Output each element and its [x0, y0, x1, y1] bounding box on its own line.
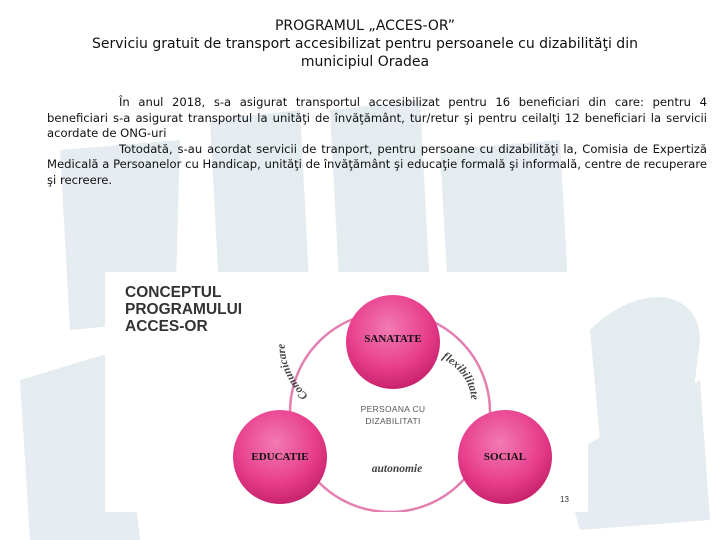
subtitle-line-2: municipiul Oradea: [300, 54, 430, 70]
paragraph-services: Totodată, s-au acordat servicii de tranport, pentru persoane cu dizabilităţi la, Comisia de Expertiză Medicală a Persoanelor cu Handicap, unităţi de învăţământ şi educaţie formală şi informală, centre de recuperare şi recreere.: [47, 141, 707, 187]
node-education-label: EDUCATIE: [251, 451, 309, 463]
body-text: [47, 95, 707, 188]
center-label-line-2: DIZABILITATI: [365, 416, 421, 426]
title-block: [40, 17, 690, 71]
node-health-label: SANATATE: [364, 333, 422, 345]
arc-label-autonomy: autonomie: [371, 463, 423, 475]
paragraph-beneficiaries: În anul 2018, s-a asigurat transportul accesibilizat pentru 16 beneficiari din care: pentru 4 beneficiari s-a asigurat transportul la unităţi de învăţământ, tur/retur şi pentru ceilalţi 12 beneficiari la servicii acordate de ONG-uri: [47, 95, 707, 140]
node-social-label: SOCIAL: [483, 451, 527, 463]
concept-title-line-1: CONCEPTUL: [125, 284, 222, 301]
program-title: PROGRAMUL „ACCES-OR”: [274, 18, 456, 34]
concept-title-line-3: ACCES-OR: [125, 318, 208, 335]
concept-title: [125, 284, 242, 335]
subtitle-line-1: Serviciu gratuit de transport accesibilizat pentru persoanele cu dizabilităţi din: [92, 36, 638, 52]
center-label-line-1: PERSOANA CU: [360, 404, 426, 414]
arc-label-flexibility: flexibilitate: [440, 350, 481, 401]
arc-label-communication: Comunicare: [275, 343, 311, 402]
concept-diagram: [105, 272, 588, 512]
page-number: 13: [560, 495, 569, 504]
concept-title-line-2: PROGRAMULUI: [125, 301, 243, 318]
